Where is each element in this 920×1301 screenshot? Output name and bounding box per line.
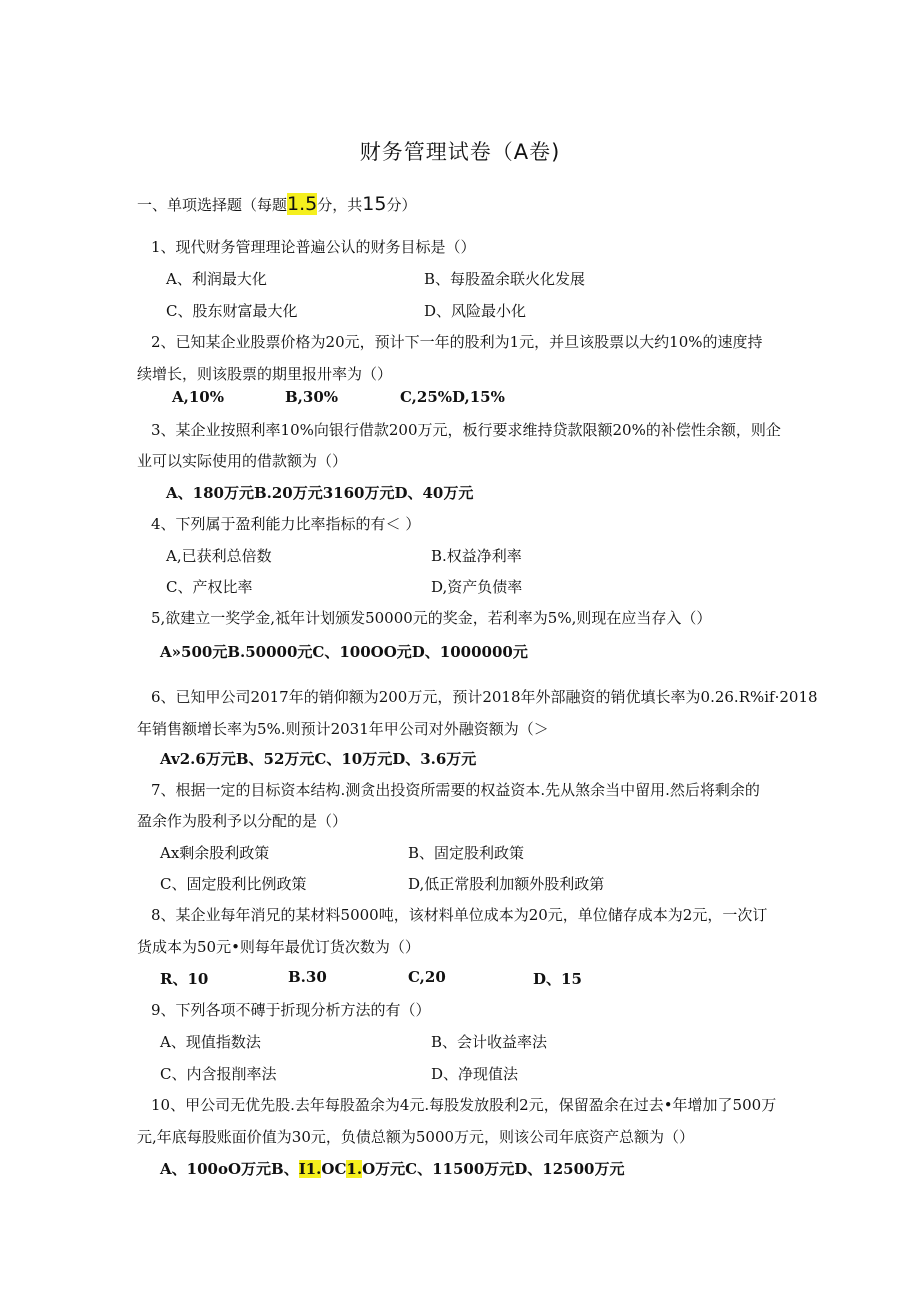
section-total: 15 xyxy=(362,193,387,215)
question-9-option-c: C、内含报削率法 xyxy=(160,1065,277,1083)
question-9-option-d: D、净现值法 xyxy=(431,1065,519,1083)
question-7-option-b: B、固定股利政策 xyxy=(408,844,525,862)
question-5-stem: 5,欲建立一奖学金,祗年计划颁发50000元的奖金，若利率为5%,则现在应当存入（） xyxy=(151,609,712,627)
question-2-option-b: B,30% xyxy=(285,388,339,406)
question-9-option-a: A、现值指数法 xyxy=(160,1033,261,1051)
question-10-options-post: O万元C、11500万元D、12500万元 xyxy=(362,1160,625,1178)
exam-title: 财务管理试卷（A卷) xyxy=(359,140,561,164)
section-heading xyxy=(137,193,416,215)
question-2-option-a: A,10% xyxy=(172,388,224,406)
question-8-stem: 8、某企业每年消兄的某材料5000吨，该材料单位成本为20元，单位储存成本为2元，一次订 xyxy=(151,906,768,924)
question-10-highlight-2: 1. xyxy=(346,1160,363,1178)
question-10-options-mid: OC xyxy=(321,1160,347,1178)
question-3-options: A、180万元B.20万元3160万元D、40万元 xyxy=(166,484,474,502)
question-8-option-d: D、15 xyxy=(533,970,582,988)
question-1-option-b: B、每股盈余联火化发展 xyxy=(424,270,586,288)
question-6-options: Av2.6万元B、52万元C、10万元D、3.6万元 xyxy=(160,750,477,768)
question-9-option-b: B、会计收益率法 xyxy=(431,1033,548,1051)
question-1-option-c: C、股东财富最大化 xyxy=(166,302,298,320)
question-3-stem: 3、某企业按照利率10%向银行借款200万元，板行要求维持贷款限额20%的补偿性余额，则企 xyxy=(151,421,781,439)
question-10-options-pre: A、100oO万元B、 xyxy=(160,1160,299,1178)
question-4-stem: 4、下列属于盈利能力比率指标的有＜ ） xyxy=(151,515,421,533)
question-8-stem-continued: 货成本为50元•则每年最优订货次数为（） xyxy=(137,938,420,956)
question-2-stem: 2、已知某企业股票价格为20元，预计下一年的股利为1元，并旦该股票以大约10%的速度持 xyxy=(151,333,763,351)
question-4-option-b: B.权益净利率 xyxy=(431,547,522,565)
question-8-option-a: R、10 xyxy=(160,970,209,988)
question-5-options: A»500元B.50000元C、100OO元D、1000000元 xyxy=(160,643,528,661)
question-1-option-d: D、风险最小化 xyxy=(424,302,527,320)
question-10-stem: 10、甲公司无优先股.去年每股盈余为4元.每股发放股利2元，保留盈余在过去•年增加了500万 xyxy=(151,1096,777,1114)
question-2-stem-continued: 续增长，则该股票的期里报卅率为（） xyxy=(137,365,393,383)
question-2-option-cd: C,25%D,15% xyxy=(400,388,505,406)
question-10-options xyxy=(160,1158,624,1179)
question-10-highlight-1: I1. xyxy=(298,1160,322,1178)
question-7-option-a: Ax剩余股利政策 xyxy=(160,844,270,862)
question-4-option-c: C、产权比率 xyxy=(166,578,253,596)
question-7-stem: 7、根据一定的目标资本结构.测贪出投资所需要的权益资本.先从煞余当中留用.然后将剩余的 xyxy=(151,781,760,799)
question-7-option-c: C、固定股利比例政策 xyxy=(160,875,307,893)
question-10-stem-continued: 元,年底每股账面价值为30元，负债总额为5000万元，则该公司年底资产总额为（） xyxy=(137,1128,695,1146)
question-9-stem: 9、下列各项不磚于折现分析方法的有（） xyxy=(151,1001,431,1019)
section-mid: 分，共 xyxy=(317,196,363,214)
question-1-option-a: A、利润最大化 xyxy=(166,270,267,288)
question-1-stem: 1、现代财务管理理论普遍公认的财务目标是（） xyxy=(151,238,476,256)
question-3-stem-continued: 业可以实际使用的借款额为（） xyxy=(137,452,348,470)
section-prefix: 一、单项选择题（每题 xyxy=(137,196,288,214)
question-8-option-c: C,20 xyxy=(408,968,446,986)
question-4-option-d: D,资产负债率 xyxy=(431,578,523,596)
question-8-option-b: B.30 xyxy=(288,968,327,986)
question-7-option-d: D,低正常股利加额外股利政第 xyxy=(408,875,605,893)
section-score-highlight: 1.5 xyxy=(287,193,318,215)
question-7-stem-continued: 盈余作为股利予以分配的是（） xyxy=(137,812,348,830)
question-6-stem: 6、已知甲公司2017年的销仰额为200万元，预计2018年外部融资的销优填长率为0.26.R%if·2018 xyxy=(151,688,818,706)
section-suffix: 分） xyxy=(386,196,417,214)
question-4-option-a: A,已获利总倍数 xyxy=(166,547,272,565)
question-6-stem-continued: 年销售额增长率为5%.则预计2031年甲公司对外融资额为（＞ xyxy=(137,720,549,738)
